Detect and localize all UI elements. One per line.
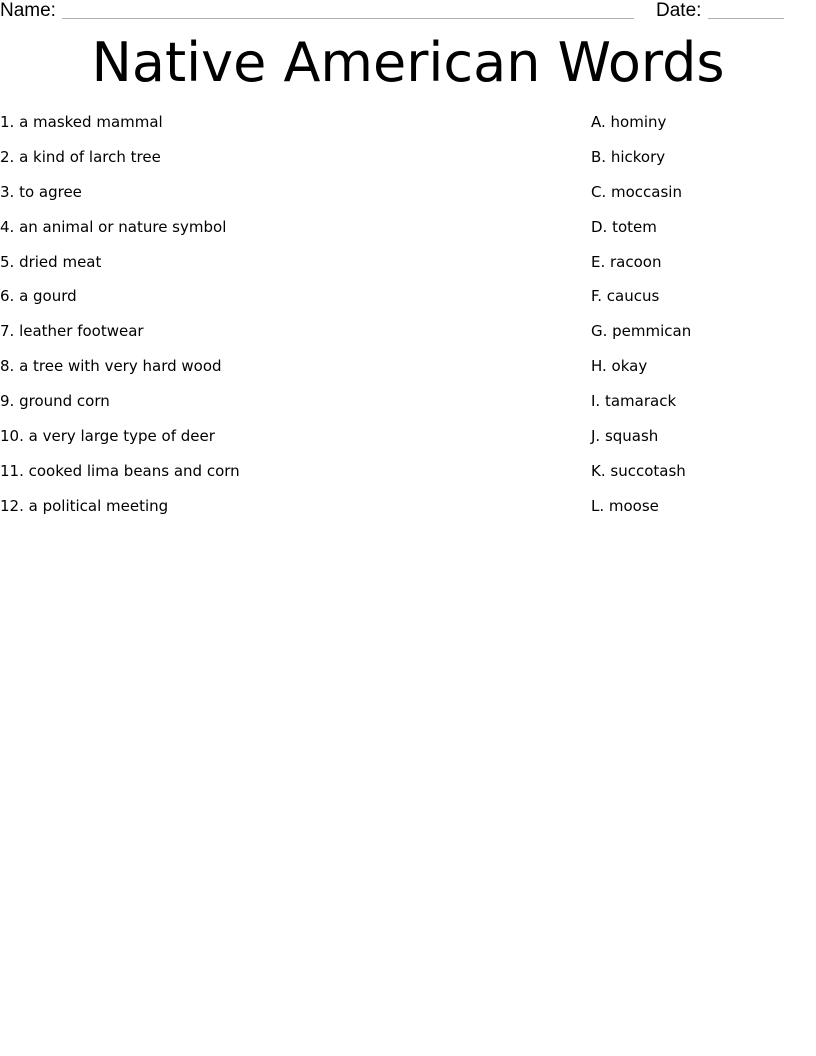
page-title: Native American Words (91, 31, 725, 94)
clue-item: 5. dried meat (0, 252, 102, 271)
clue-item: 3. to agree (0, 182, 82, 201)
clue-item: 10. a very large type of deer (0, 427, 215, 446)
clue-item: 6. a gourd (0, 287, 77, 306)
date-blank-line[interactable] (708, 0, 784, 19)
answer-item: K. succotash (591, 461, 686, 480)
answer-item: C. moccasin (591, 182, 682, 201)
clue-item: 1. a masked mammal (0, 113, 163, 131)
name-label: Name: (0, 0, 56, 21)
answer-item: F. caucus (591, 287, 660, 306)
answer-item: A. hominy (591, 113, 667, 131)
name-blank-line[interactable] (62, 0, 634, 19)
answer-item: I. tamarack (591, 392, 677, 411)
answer-item: J. squash (591, 427, 659, 446)
worksheet-header (0, 0, 816, 24)
answer-item: H. okay (591, 357, 648, 376)
clue-item: 8. a tree with very hard wood (0, 357, 222, 376)
answer-item: G. pemmican (591, 322, 692, 341)
answer-item: B. hickory (591, 147, 666, 166)
clue-item: 2. a kind of larch tree (0, 147, 161, 166)
answer-item: L. moose (591, 496, 659, 515)
clue-item: 12. a political meeting (0, 496, 169, 515)
date-label: Date: (656, 0, 702, 21)
answer-list (591, 112, 691, 531)
clue-item: 4. an animal or nature symbol (0, 217, 227, 236)
answer-item: E. racoon (591, 252, 662, 271)
answer-item: D. totem (591, 217, 657, 236)
clue-item: 9. ground corn (0, 392, 110, 411)
clue-list (0, 112, 240, 531)
clue-item: 11. cooked lima beans and corn (0, 461, 240, 480)
clue-item: 7. leather footwear (0, 322, 144, 341)
